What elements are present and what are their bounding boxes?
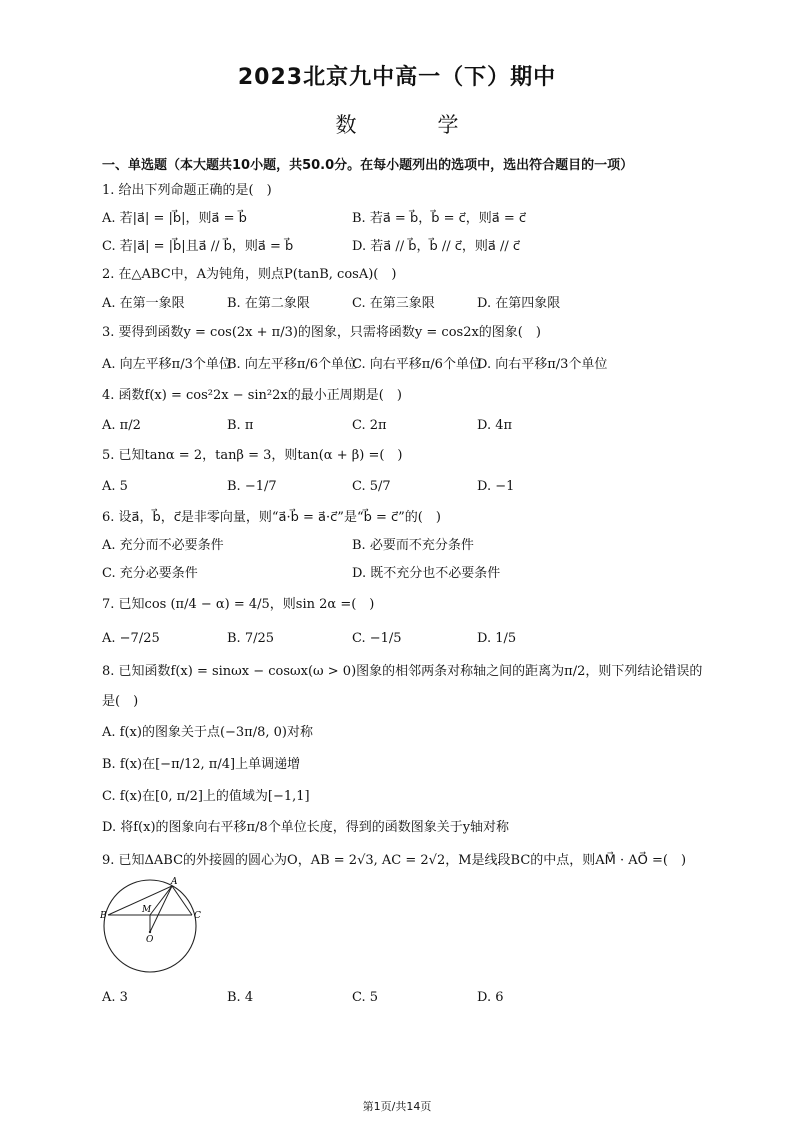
question-7-option-c: C. −1/5 xyxy=(352,631,402,646)
question-9-option-a: A. 3 xyxy=(102,990,128,1005)
question-2-option-a: A. 在第一象限 xyxy=(102,296,185,311)
question-5-option-c: C. 5/7 xyxy=(352,479,391,494)
label-o: O xyxy=(146,935,154,945)
question-5-option-a: A. 5 xyxy=(102,479,128,494)
segment-ab xyxy=(108,886,172,915)
question-5-option-b: B. −1/7 xyxy=(227,479,277,494)
question-7-stem: 7. 已知cos (π/4 − α) = 4/5，则sin 2α =( ) xyxy=(102,597,375,612)
question-5-option-d: D. −1 xyxy=(477,479,515,494)
question-2-stem: 2. 在△ABC中，A为钝角，则点P(tanB, cosA)( ) xyxy=(102,267,397,282)
question-6-option-c: C. 充分必要条件 xyxy=(102,566,198,581)
question-1-option-a: A. 若|a⃗| = |b⃗|，则a⃗ = b⃗ xyxy=(102,211,247,226)
question-8-option-c: C. f(x)在[0, π/2]上的值域为[−1,1] xyxy=(102,789,310,804)
question-9-option-d: D. 6 xyxy=(477,990,504,1005)
question-2-option-c: C. 在第三象限 xyxy=(352,296,435,311)
question-8-option-b: B. f(x)在[−π/12, π/4]上单调递增 xyxy=(102,757,301,772)
segment-ao xyxy=(150,886,172,932)
question-4-option-c: C. 2π xyxy=(352,418,387,433)
subject-title: 数 学 xyxy=(335,113,489,137)
question-3-option-b: B. 向左平移π/6个单位 xyxy=(227,357,358,372)
question-8-stem-continued: 是( ) xyxy=(102,694,139,709)
question-2-option-d: D. 在第四象限 xyxy=(477,296,561,311)
page-footer: 第1页/共14页 xyxy=(362,1100,432,1113)
question-4-option-a: A. π/2 xyxy=(102,418,141,433)
question-9-option-c: C. 5 xyxy=(352,990,379,1005)
circumcircle-figure xyxy=(100,876,210,980)
question-1-option-d: D. 若a⃗ // b⃗，b⃗ // c⃗，则a⃗ // c⃗ xyxy=(352,239,521,254)
page-title: 2023北京九中高一（下）期中 xyxy=(237,65,557,90)
question-3-stem: 3. 要得到函数y = cos(2x + π/3)的图象，只需将函数y = cos2x的图象( ) xyxy=(102,325,541,340)
question-2-option-b: B. 在第二象限 xyxy=(227,296,310,311)
question-6-option-b: B. 必要而不充分条件 xyxy=(352,538,474,553)
question-1-option-c: C. 若|a⃗| = |b⃗|且a⃗ // b⃗，则a⃗ = b⃗ xyxy=(102,239,294,254)
question-5-stem: 5. 已知tanα = 2，tanβ = 3，则tan(α + β) =( ) xyxy=(102,448,403,463)
question-1-stem: 1. 给出下列命题正确的是( ) xyxy=(102,183,272,198)
question-8-stem: 8. 已知函数f(x) = sinωx − cosωx(ω > 0)图象的相邻两条对称轴之间的距离为π/2，则下列结论错误的 xyxy=(102,664,703,679)
question-8-option-d: D. 将f(x)的图象向右平移π/8个单位长度，得到的函数图象关于y轴对称 xyxy=(102,820,510,835)
question-6-option-a: A. 充分而不必要条件 xyxy=(102,538,224,553)
question-9-option-b: B. 4 xyxy=(227,990,254,1005)
label-c: C xyxy=(194,911,201,921)
label-b: B xyxy=(100,911,107,921)
section-heading: 一、单选题（本大题共10小题，共50.0分。在每小题列出的选项中，选出符合题目的一项） xyxy=(102,158,634,173)
question-3-option-d: D. 向右平移π/3个单位 xyxy=(477,357,608,372)
question-4-option-d: D. 4π xyxy=(477,418,513,433)
label-a: A xyxy=(171,877,178,887)
question-7-option-a: A. −7/25 xyxy=(102,631,160,646)
question-8-option-a: A. f(x)的图象关于点(−3π/8, 0)对称 xyxy=(102,725,313,740)
question-7-option-d: D. 1/5 xyxy=(477,631,517,646)
question-6-stem: 6. 设a⃗，b⃗，c⃗是非零向量，则“a⃗·b⃗ = a⃗·c⃗”是“b⃗ = c⃗”的( ) xyxy=(102,510,441,525)
label-m: M xyxy=(142,905,152,915)
question-1-option-b: B. 若a⃗ = b⃗，b⃗ = c⃗，则a⃗ = c⃗ xyxy=(352,211,527,226)
segment-ac xyxy=(172,886,192,915)
segment-am xyxy=(150,886,172,915)
question-4-stem: 4. 函数f(x) = cos²2x − sin²2x的最小正周期是( ) xyxy=(102,388,402,403)
question-6-option-d: D. 既不充分也不必要条件 xyxy=(352,566,501,581)
question-3-option-a: A. 向左平移π/3个单位 xyxy=(102,357,232,372)
question-4-option-b: B. π xyxy=(227,418,254,433)
point-o xyxy=(149,931,151,933)
question-9-stem: 9. 已知ΔABC的外接圆的圆心为O，AB = 2√3, AC = 2√2，M是线段BC的中点，则AM⃗ · AO⃗ =( ) xyxy=(102,853,687,868)
question-7-option-b: B. 7/25 xyxy=(227,631,275,646)
question-3-option-c: C. 向右平移π/6个单位 xyxy=(352,357,482,372)
